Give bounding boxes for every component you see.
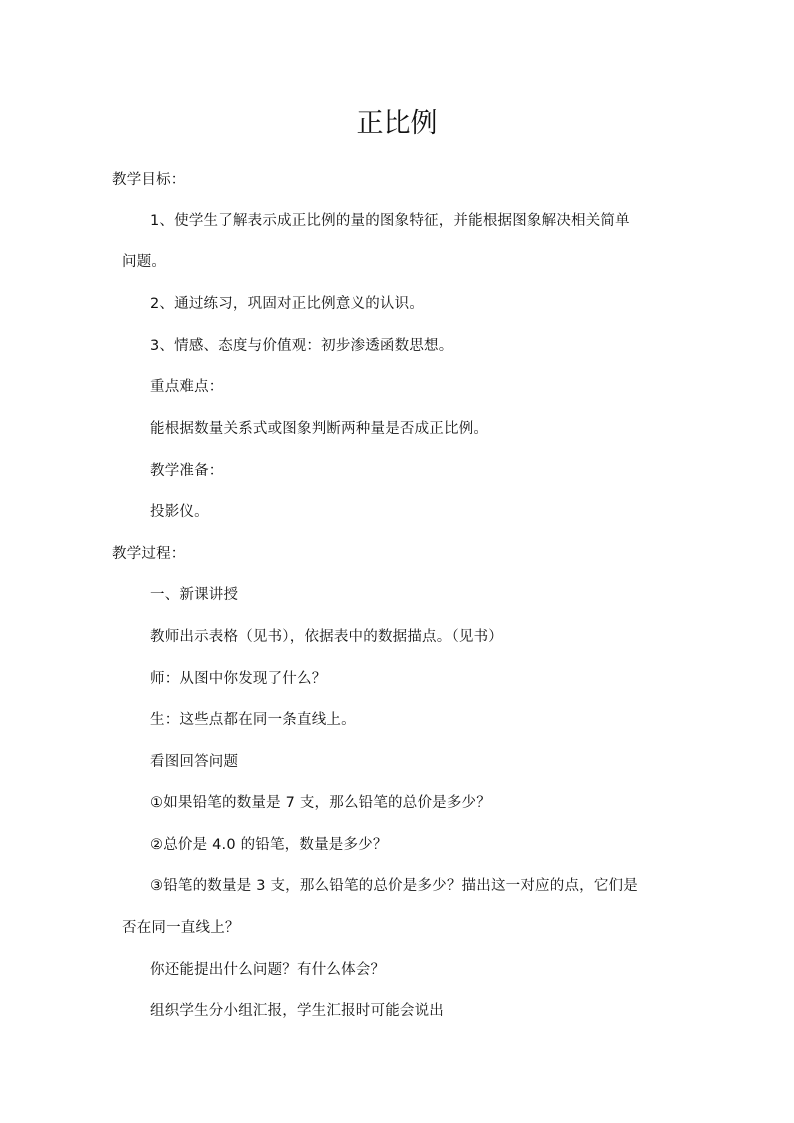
section-heading-objectives: 教学目标： [112, 172, 186, 188]
question-3: ③铅笔的数量是 3 支，那么铅笔的总价是多少？描出这一对应的点，它们是 [150, 878, 638, 894]
objective-2: 2、通过练习，巩固对正比例意义的认识。 [150, 296, 425, 312]
process-paragraph: 你还能提出什么问题？有什么体会？ [150, 962, 386, 978]
process-paragraph: 看图回答问题 [150, 754, 239, 770]
question-2: ②总价是 4.0 的铅笔，数量是多少？ [150, 837, 388, 853]
objective-3: 3、情感、态度与价值观：初步渗透函数思想。 [150, 338, 454, 354]
question-1: ①如果铅笔的数量是 7 支，那么铅笔的总价是多少？ [150, 795, 491, 811]
objective-1-continued: 问题。 [122, 254, 167, 270]
process-step-1: 一、新课讲授 [150, 587, 239, 603]
preparation-heading: 教学准备： [150, 463, 224, 479]
key-points-heading: 重点难点： [150, 379, 224, 395]
process-paragraph: 教师出示表格（见书），依据表中的数据描点。（见书） [150, 629, 503, 645]
process-paragraph: 师：从图中你发现了什么？ [150, 671, 327, 687]
key-points-text: 能根据数量关系式或图象判断两种量是否成正比例。 [150, 421, 489, 437]
process-paragraph: 组织学生分小组汇报，学生汇报时可能会说出 [150, 1003, 444, 1019]
preparation-text: 投影仪。 [150, 504, 209, 520]
process-paragraph: 生：这些点都在同一条直线上。 [150, 712, 356, 728]
question-3-continued: 否在同一直线上？ [122, 920, 240, 936]
page-title: 正比例 [356, 108, 438, 139]
objective-1: 1、使学生了解表示成正比例的量的图象特征，并能根据图象解决相关简单 [150, 213, 630, 229]
section-heading-process: 教学过程： [112, 546, 186, 562]
